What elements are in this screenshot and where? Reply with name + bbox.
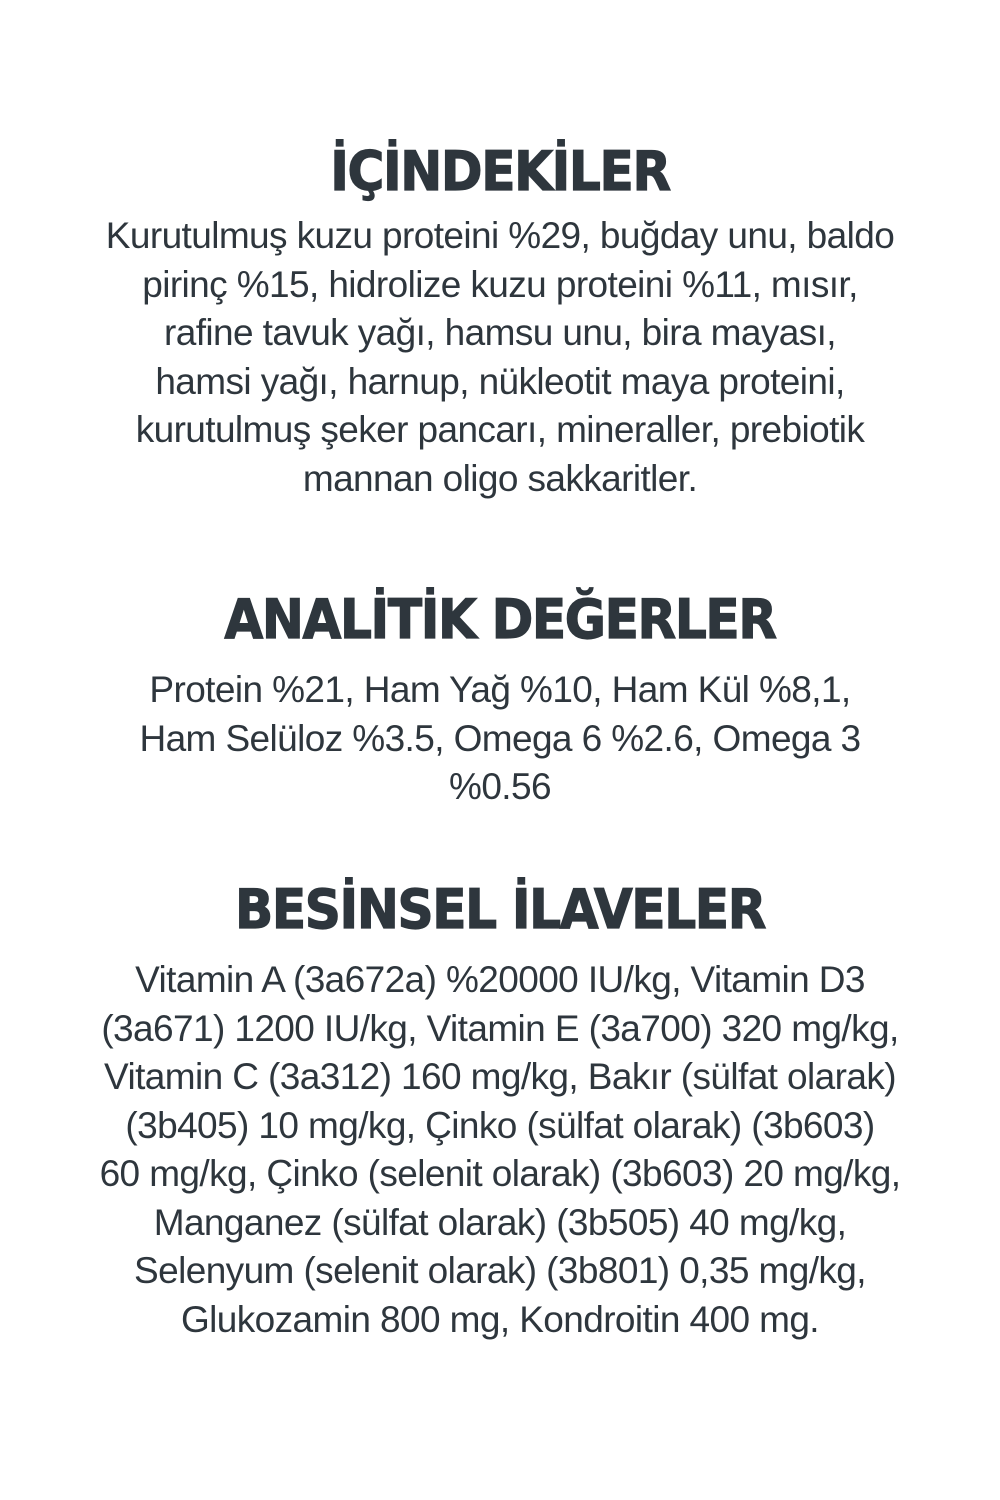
additives-line: Glukozamin 800 mg, Kondroitin 400 mg.	[181, 1298, 819, 1340]
nutritional-additives-heading: BESİNSEL İLAVELER	[234, 878, 766, 941]
additives-line: Manganez (sülfat olarak) (3b505) 40 mg/kg,	[153, 1201, 847, 1243]
additives-line: Selenyum (selenit olarak) (3b801) 0,35 mg/kg,	[134, 1250, 866, 1291]
ingredients-section	[0, 142, 1000, 503]
ingredients-line: Kurutulmuş kuzu proteini %29, buğday unu, baldo	[105, 215, 895, 256]
additives-line: Vitamin A (3a672a) %20000 IU/kg, Vitamin D3	[135, 959, 865, 1000]
analytical-values-text	[0, 666, 1000, 812]
additives-line: 60 mg/kg, Çinko (selenit olarak) (3b603) 20 mg/kg,	[99, 1153, 901, 1194]
ingredients-line: rafine tavuk yağı, hamsu unu, bira mayası,	[164, 312, 836, 353]
analytical-values-section	[0, 590, 1000, 812]
nutritional-additives-text	[0, 956, 1000, 1344]
ingredients-line: kurutulmuş şeker pancarı, mineraller, prebiotik	[135, 409, 865, 450]
ingredients-heading: İÇİNDEKİLER	[330, 140, 670, 203]
ingredients-line: pirinç %15, hidrolize kuzu proteini %11, mısır,	[142, 263, 858, 305]
additives-line: (3a671) 1200 IU/kg, Vitamin E (3a700) 320 mg/kg,	[101, 1007, 899, 1049]
analytical-values-line: Protein %21, Ham Yağ %10, Ham Kül %8,1,	[149, 669, 851, 710]
ingredients-text	[0, 212, 1000, 503]
analytical-values-line: %0.56	[449, 766, 551, 807]
ingredients-line: mannan oligo sakkaritler.	[302, 457, 698, 499]
additives-line: Vitamin C (3a312) 160 mg/kg, Bakır (sülfat olarak)	[104, 1056, 896, 1097]
additives-line: (3b405) 10 mg/kg, Çinko (sülfat olarak) (3b603)	[125, 1104, 875, 1146]
nutritional-additives-section	[0, 880, 1000, 1344]
analytical-values-line: Ham Selüloz %3.5, Omega 6 %2.6, Omega 3	[139, 717, 861, 759]
ingredients-line: hamsi yağı, harnup, nükleotit maya proteini,	[155, 360, 845, 402]
analytical-values-heading: ANALİTİK DEĞERLER	[224, 588, 776, 651]
